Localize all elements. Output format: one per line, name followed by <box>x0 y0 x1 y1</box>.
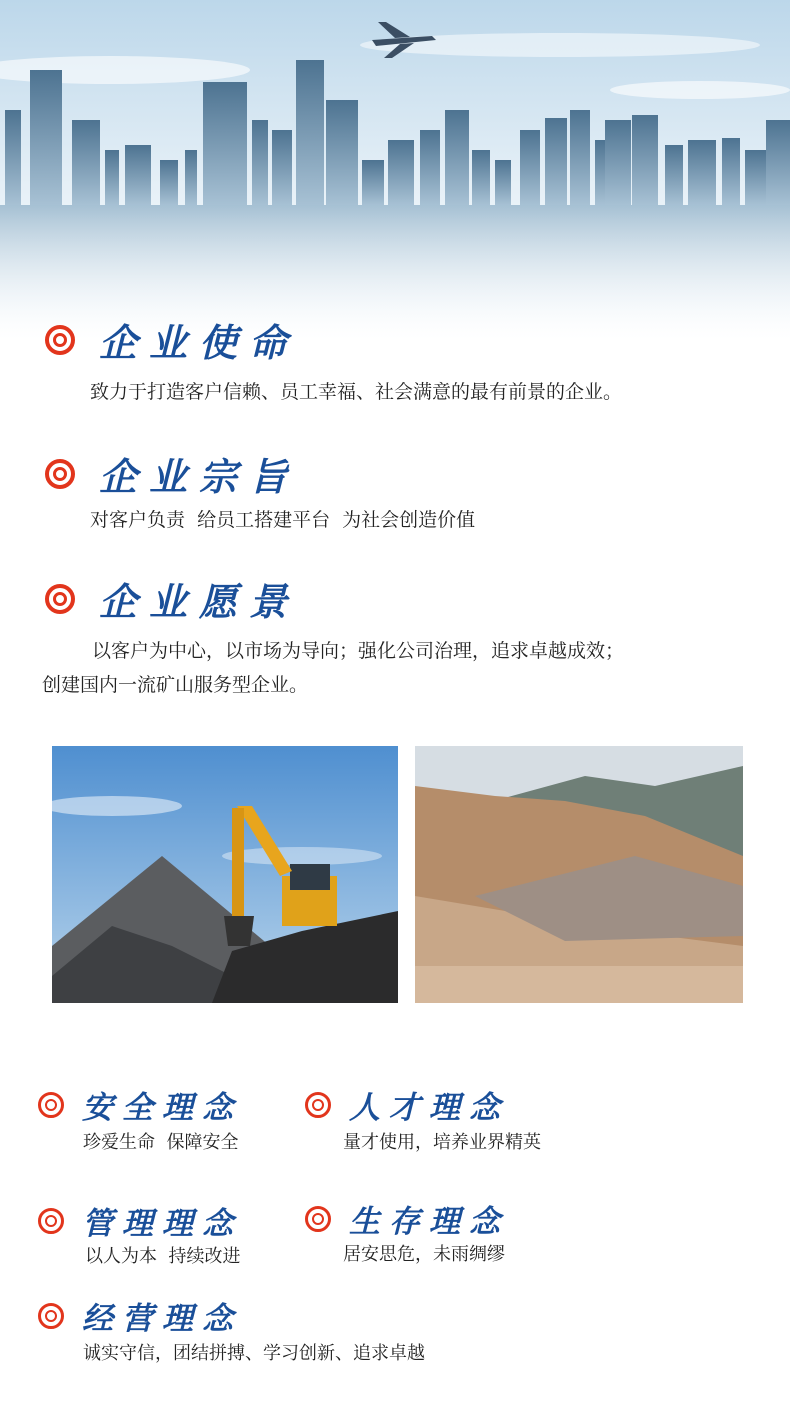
talent-text: 量才使用，培养业界精英 <box>343 1132 541 1153</box>
excavator-photo <box>52 746 398 1003</box>
survival-text: 居安思危，未雨绸缪 <box>343 1244 505 1265</box>
safety-text: 珍爱生命 保障安全 <box>83 1132 239 1153</box>
management-text: 以人为本 持续改进 <box>85 1246 241 1267</box>
section-title-purpose: 企业宗旨 <box>45 446 299 501</box>
double-circle-bullet-icon <box>38 1092 64 1118</box>
philosophy-title-talent: 人才理念 <box>305 1082 509 1127</box>
mission-text: 致力于打造客户信赖、员工幸福、社会满意的最有前景的企业。 <box>90 381 623 403</box>
vision-text-line2: 创建国内一流矿山服务型企业。 <box>42 674 309 696</box>
quarry-photo <box>415 746 743 1003</box>
section-title-vision: 企业愿景 <box>45 571 299 626</box>
double-circle-bullet-icon <box>38 1303 64 1329</box>
double-circle-bullet-icon <box>305 1206 331 1232</box>
purpose-text: 对客户负责 给员工搭建平台 为社会创造价值 <box>90 509 476 531</box>
operation-text: 诚实守信，团结拼搏、学习创新、追求卓越 <box>83 1343 425 1364</box>
double-circle-bullet-icon <box>45 325 75 355</box>
double-circle-bullet-icon <box>38 1208 64 1234</box>
section-title-mission: 企业使命 <box>45 312 299 367</box>
philosophy-title-survival: 生存理念 <box>305 1196 509 1241</box>
double-circle-bullet-icon <box>45 459 75 489</box>
philosophy-title-management: 管理理念 <box>38 1198 242 1243</box>
vision-text-line1: 以客户为中心，以市场为导向；强化公司治理，追求卓越成效； <box>92 640 625 662</box>
double-circle-bullet-icon <box>45 584 75 614</box>
hero-skyline-image <box>0 0 790 340</box>
double-circle-bullet-icon <box>305 1092 331 1118</box>
philosophy-title-operation: 经营理念 <box>38 1293 242 1338</box>
philosophy-title-safety: 安全理念 <box>38 1082 242 1127</box>
